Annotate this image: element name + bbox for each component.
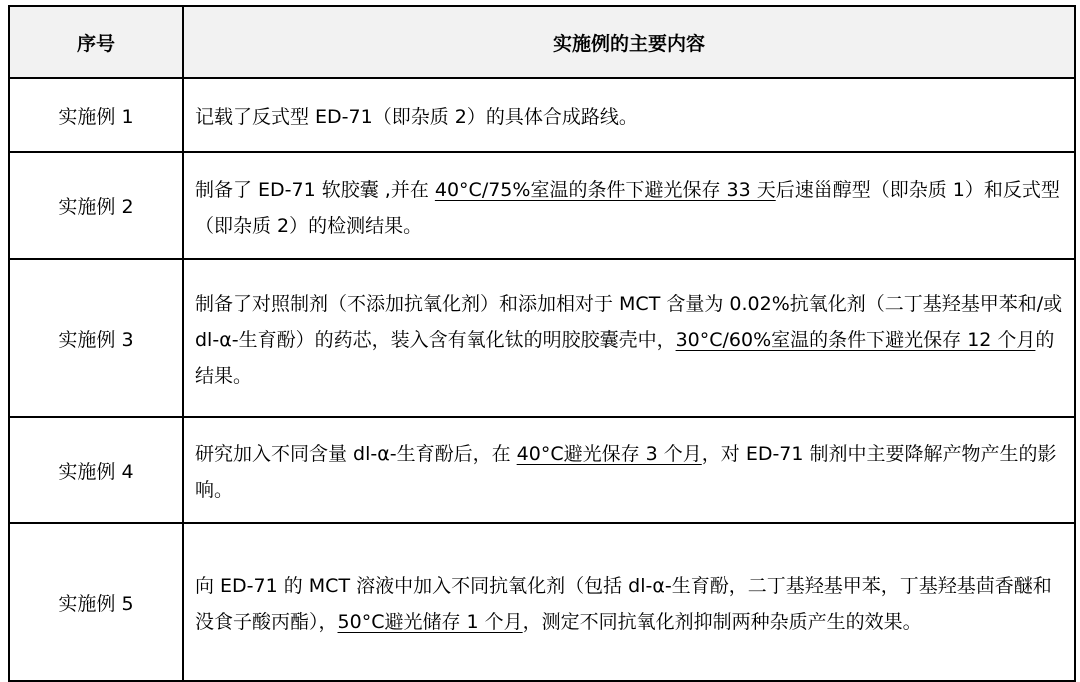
row-content (183, 259, 1075, 417)
row-label: 实施例 2 (9, 152, 183, 259)
table-row (9, 78, 1075, 152)
row-content (183, 523, 1075, 681)
underlined-condition: 40°C避光保存 3 个月 (516, 443, 702, 465)
table-row (9, 259, 1075, 417)
content-text: 制备了对照制剂（不添加抗氧化剂）和添加相对于 MCT 含量为 0.02%抗氧化剂（二丁基羟基甲苯和/或 dl-α-生育酚）的药芯，装入含有氧化钛的明胶胶囊壳中， (195, 293, 1069, 351)
row-label: 实施例 4 (9, 417, 183, 523)
row-content (183, 417, 1075, 523)
header-row (9, 6, 1075, 78)
row-content (183, 78, 1075, 152)
table-row (9, 523, 1075, 681)
row-content (183, 152, 1075, 259)
examples-table (8, 5, 1076, 682)
content-text: 后速甾醇型（即杂质 1）和反式型（即杂质 2）的检测结果。 (195, 178, 1060, 237)
header-content: 实施例的主要内容 (183, 6, 1075, 78)
content-text: 的结果。 (195, 329, 1055, 387)
row-label: 实施例 1 (9, 78, 183, 152)
content-text: 制备了 ED-71 软胶囊 ,并在 (195, 178, 435, 201)
content-text: 研究加入不同含量 dl-α-生育酚后，在 (195, 443, 517, 465)
header-index: 序号 (9, 6, 183, 78)
content-text: 记载了反式型 ED-71（即杂质 2）的具体合成路线。 (195, 106, 638, 128)
underlined-condition: 40°C/75%室温的条件下避光保存 33 天 (434, 178, 776, 201)
row-label: 实施例 3 (9, 259, 183, 417)
underlined-condition: 50°C避光储存 1 个月 (337, 611, 523, 633)
table-row (9, 417, 1075, 523)
content-text: ，测定不同抗氧化剂抑制两种杂质产生的效果。 (522, 611, 922, 633)
row-label: 实施例 5 (9, 523, 183, 681)
table-row (9, 152, 1075, 259)
underlined-condition: 30°C/60%室温的条件下避光保存 12 个月 (675, 329, 1036, 351)
content-text: 向 ED-71 的 MCT 溶液中加入不同抗氧化剂（包括 dl-α-生育酚，二丁基羟基甲苯，丁基羟基茴香醚和没食子酸丙酯）， (195, 575, 1052, 633)
content-text: ，对 ED-71 制剂中主要降解产物产生的影响。 (195, 443, 1057, 501)
